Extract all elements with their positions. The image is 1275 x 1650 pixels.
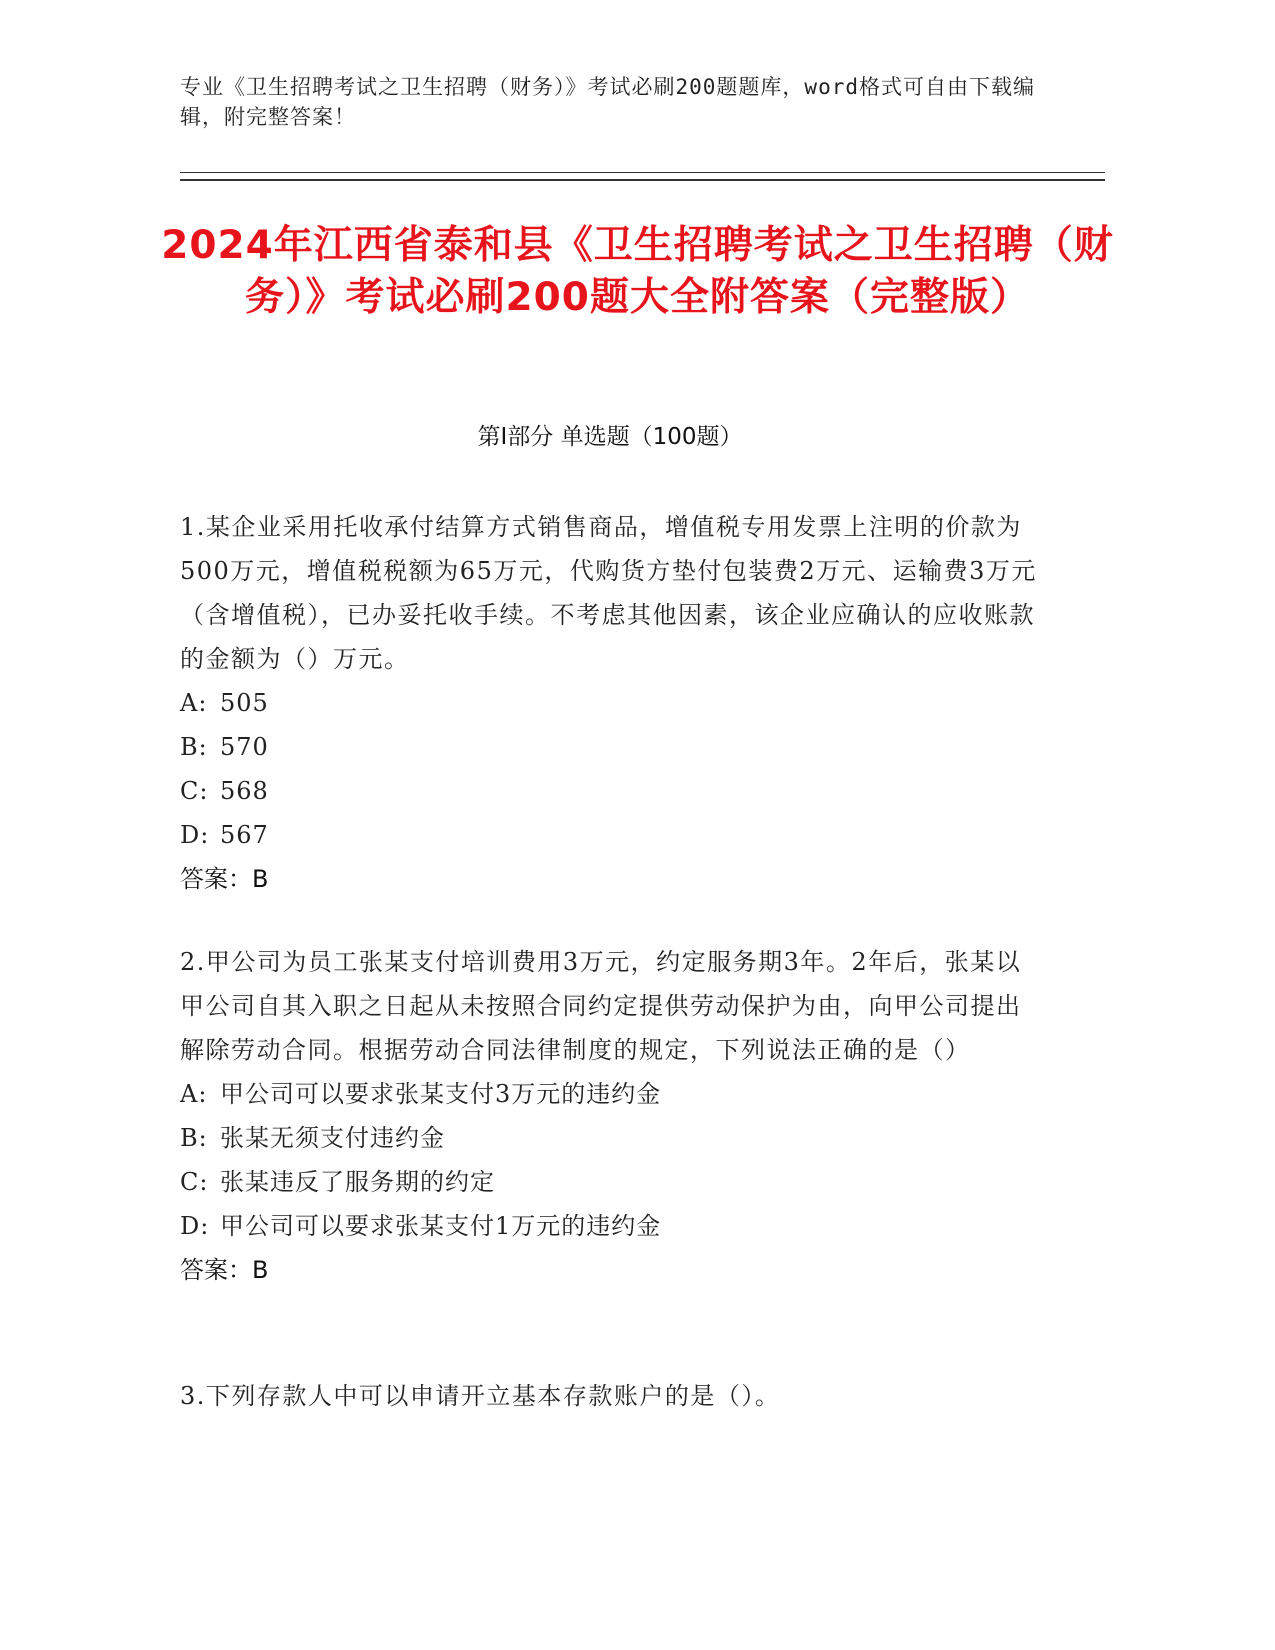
option-key: B: xyxy=(180,1124,208,1152)
option-text: 张某无须支付违约金 xyxy=(220,1124,445,1152)
option-key: D: xyxy=(180,821,210,849)
option-a xyxy=(180,681,1040,725)
document-title: 2024年江西省泰和县《卫生招聘考试之卫生招聘（财务）》考试必刷200题大全附答案（完整版） xyxy=(161,223,1114,320)
option-text: 568 xyxy=(220,777,269,805)
option-c xyxy=(180,769,1040,813)
option-key: C: xyxy=(180,777,209,805)
question-stem: 3.下列存款人中可以申请开立基本存款账户的是（）。 xyxy=(180,1382,781,1410)
option-text: 张某违反了服务期的约定 xyxy=(220,1168,495,1196)
option-d xyxy=(180,1204,1040,1248)
option-text: 567 xyxy=(220,821,269,849)
option-text: 570 xyxy=(220,733,269,761)
section-title: 第Ⅰ部分 单选题（100题） xyxy=(477,424,743,450)
option-text: 甲公司可以要求张某支付1万元的违约金 xyxy=(220,1212,662,1240)
option-d xyxy=(180,813,1040,857)
option-text: 505 xyxy=(220,689,269,717)
option-key: D: xyxy=(180,1212,210,1240)
option-key: B: xyxy=(180,733,208,761)
option-key: C: xyxy=(180,1168,209,1196)
option-b xyxy=(180,1116,1040,1160)
option-key: A: xyxy=(180,1080,208,1108)
question-3 xyxy=(180,1374,1040,1418)
question-stem: 2.甲公司为员工张某支付培训费用3万元，约定服务期3年。2年后，张某以甲公司自其入职之日起从未按照合同约定提供劳动保护为由，向甲公司提出解除劳动合同。根据劳动合同法律制度的规定，下列说法正确的是（） xyxy=(180,948,1022,1064)
header-note: 专业《卫生招聘考试之卫生招聘（财务）》考试必刷200题题库，word格式可自由下载编辑，附完整答案！ xyxy=(180,75,1035,129)
question-2 xyxy=(180,940,1040,1292)
option-a xyxy=(180,1072,1040,1116)
option-key: A: xyxy=(180,689,208,717)
answer: 答案：B xyxy=(180,1256,269,1284)
option-c xyxy=(180,1160,1040,1204)
answer: 答案：B xyxy=(180,865,269,893)
header-divider-thick xyxy=(180,179,1105,181)
option-text: 甲公司可以要求张某支付3万元的违约金 xyxy=(220,1080,662,1108)
header-divider-thin xyxy=(180,172,1105,173)
option-b xyxy=(180,725,1040,769)
question-stem: 1.某企业采用托收承付结算方式销售商品，增值税专用发票上注明的价款为500万元，增值税税额为65万元，代购货方垫付包装费2万元、运输费3万元（含增值税），已办妥托收手续。不考虑其他因素，该企业应确认的应收账款的金额为（）万元。 xyxy=(180,513,1037,673)
question-1 xyxy=(180,505,1040,901)
